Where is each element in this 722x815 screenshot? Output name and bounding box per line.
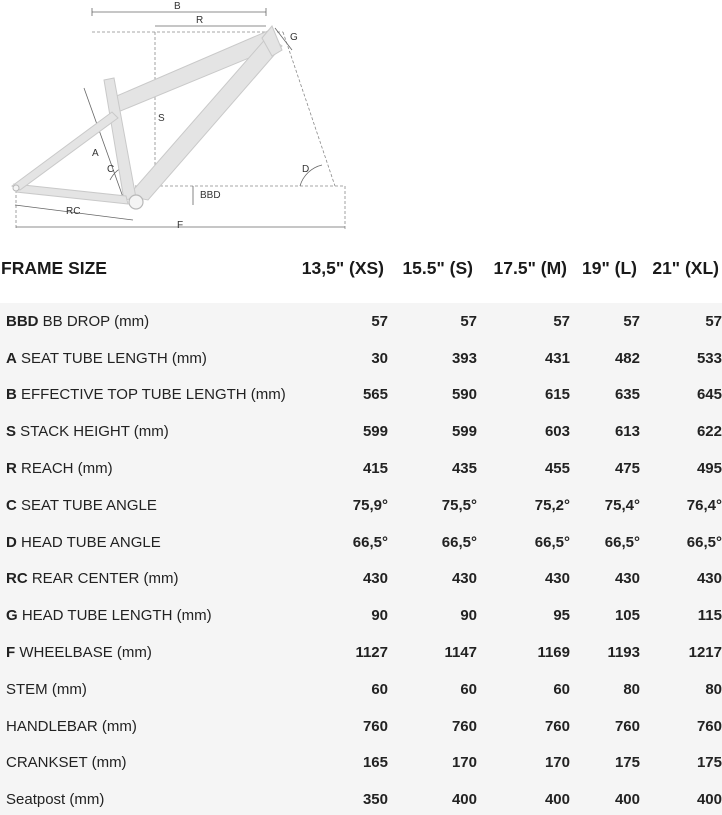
row-code: A (6, 349, 17, 367)
table-row-rear-center (0, 561, 722, 598)
value-cell: 590 (451, 386, 477, 404)
row-label (0, 313, 300, 330)
value-cell: 75,4° (604, 496, 640, 514)
value-cell: 430 (544, 570, 570, 588)
row-label (0, 497, 300, 514)
row-name: STACK HEIGHT (mm) (16, 423, 169, 441)
value-cell: 1193 (607, 644, 640, 662)
value-cell: 30 (371, 349, 388, 367)
value-cell: 57 (553, 312, 570, 330)
geometry-table (0, 303, 722, 815)
value-cell: 400 (451, 791, 477, 809)
table-row-stack-height (0, 413, 722, 450)
row-name: REACH (mm) (16, 460, 113, 478)
value-cell: 495 (696, 460, 722, 478)
value-cell: 603 (544, 423, 570, 441)
value-cell: 175 (696, 754, 722, 772)
dim-label-r: R (196, 15, 204, 26)
table-row-wheelbase (0, 634, 722, 671)
value-cell: 66,5° (441, 533, 477, 551)
value-cell: 400 (614, 791, 640, 809)
row-name: Seatpost (mm) (6, 791, 105, 809)
value-cell: 66,5° (604, 533, 640, 551)
value-cell: 475 (614, 460, 640, 478)
value-cell: 613 (614, 423, 640, 441)
table-row-reach (0, 450, 722, 487)
row-code: B (6, 386, 17, 404)
frame-size-title: FRAME SIZE (1, 257, 107, 278)
value-cell: 1127 (355, 644, 388, 662)
dim-label-b: B (174, 1, 181, 12)
dim-label-f: F (177, 220, 184, 231)
value-cell: 415 (362, 460, 388, 478)
row-code: BBD (6, 312, 39, 330)
value-cell: 115 (697, 607, 722, 625)
row-name: STEM (mm) (6, 680, 87, 698)
table-row-bb-drop (0, 303, 722, 340)
value-cell: 66,5° (352, 533, 388, 551)
value-cell: 760 (696, 717, 722, 735)
dim-label-s: S (158, 113, 165, 124)
row-label (0, 681, 300, 698)
row-code: D (6, 533, 17, 551)
value-cell: 635 (614, 386, 640, 404)
value-cell: 482 (614, 349, 640, 367)
value-cell: 57 (623, 312, 640, 330)
value-cell: 60 (371, 680, 388, 698)
value-cell: 80 (705, 680, 722, 698)
row-label (0, 607, 300, 624)
value-cell: 170 (451, 754, 477, 772)
value-cell: 60 (553, 680, 570, 698)
size-header-l: 19" (L) (582, 257, 637, 278)
row-name: WHEELBASE (mm) (15, 644, 152, 662)
value-cell: 57 (371, 312, 388, 330)
value-cell: 66,5° (686, 533, 722, 551)
value-cell: 75,5° (441, 496, 477, 514)
dim-label-bbd: BBD (200, 190, 221, 201)
size-header-xs: 13,5" (XS) (301, 257, 384, 278)
value-cell: 430 (696, 570, 722, 588)
value-cell: 760 (614, 717, 640, 735)
size-header-xl: 21" (XL) (652, 257, 719, 278)
row-code: S (6, 423, 17, 441)
dim-label-rc: RC (66, 206, 81, 217)
row-label (0, 644, 300, 661)
row-label (0, 718, 300, 735)
row-label (0, 423, 300, 440)
row-name: HEAD TUBE LENGTH (mm) (17, 607, 212, 625)
table-row-head-tube-angle (0, 524, 722, 561)
value-cell: 599 (362, 423, 388, 441)
value-cell: 95 (553, 607, 570, 625)
size-header-m: 17.5" (M) (493, 257, 567, 278)
row-code: F (6, 644, 16, 662)
value-cell: 393 (451, 349, 477, 367)
value-cell: 430 (614, 570, 640, 588)
value-cell: 400 (696, 791, 722, 809)
value-cell: 165 (362, 754, 388, 772)
row-label (0, 534, 300, 551)
value-cell: 760 (451, 717, 477, 735)
dim-label-d: D (302, 164, 310, 175)
table-row-head-tube-length (0, 597, 722, 634)
value-cell: 435 (451, 460, 477, 478)
value-cell: 175 (614, 754, 640, 772)
row-label (0, 791, 300, 808)
value-cell: 1147 (444, 644, 477, 662)
value-cell: 533 (696, 349, 722, 367)
table-row-seat-tube-length (0, 340, 722, 377)
row-code: RC (6, 570, 28, 588)
row-name: SEAT TUBE ANGLE (16, 496, 157, 514)
value-cell: 599 (451, 423, 477, 441)
value-cell: 350 (362, 791, 388, 809)
row-name: EFFECTIVE TOP TUBE LENGTH (mm) (16, 386, 286, 404)
value-cell: 90 (371, 607, 388, 625)
value-cell: 615 (544, 386, 570, 404)
table-row-seat-tube-angle (0, 487, 722, 524)
row-name: HANDLEBAR (mm) (6, 717, 137, 735)
row-label (0, 350, 300, 367)
value-cell: 60 (460, 680, 477, 698)
row-code: C (6, 496, 17, 514)
value-cell: 75,2° (534, 496, 570, 514)
row-code: G (6, 607, 18, 625)
value-cell: 431 (544, 349, 570, 367)
value-cell: 1217 (688, 644, 722, 662)
row-label (0, 570, 300, 587)
value-cell: 760 (362, 717, 388, 735)
row-name: REAR CENTER (mm) (27, 570, 179, 588)
value-cell: 105 (614, 607, 640, 625)
row-name: BB DROP (mm) (38, 312, 150, 330)
row-name: CRANKSET (mm) (6, 754, 127, 772)
value-cell: 565 (362, 386, 388, 404)
row-label (0, 460, 300, 477)
row-name: HEAD TUBE ANGLE (16, 533, 161, 551)
frame-geometry-diagram (0, 0, 722, 236)
value-cell: 76,4° (686, 496, 722, 514)
dim-label-g: G (290, 32, 298, 43)
table-row-handlebar (0, 708, 722, 745)
value-cell: 622 (696, 423, 722, 441)
value-cell: 57 (705, 312, 722, 330)
geometry-table-header (0, 248, 722, 288)
value-cell: 645 (696, 386, 722, 404)
value-cell: 430 (451, 570, 477, 588)
value-cell: 430 (362, 570, 388, 588)
table-row-effective-top-tube (0, 377, 722, 414)
table-row-crankset (0, 745, 722, 782)
row-label (0, 754, 300, 771)
row-name: SEAT TUBE LENGTH (mm) (16, 349, 207, 367)
value-cell: 400 (544, 791, 570, 809)
table-row-seatpost (0, 781, 722, 815)
value-cell: 455 (544, 460, 570, 478)
value-cell: 80 (623, 680, 640, 698)
value-cell: 57 (460, 312, 477, 330)
value-cell: 170 (544, 754, 570, 772)
value-cell: 760 (544, 717, 570, 735)
value-cell: 90 (460, 607, 477, 625)
value-cell: 66,5° (534, 533, 570, 551)
dim-label-a: A (92, 148, 99, 159)
row-code: R (6, 460, 17, 478)
value-cell: 1169 (537, 644, 570, 662)
row-label (0, 386, 300, 403)
dim-label-c: C (107, 164, 115, 175)
value-cell: 75,9° (352, 496, 388, 514)
table-row-stem (0, 671, 722, 708)
size-header-s: 15.5" (S) (402, 257, 473, 278)
